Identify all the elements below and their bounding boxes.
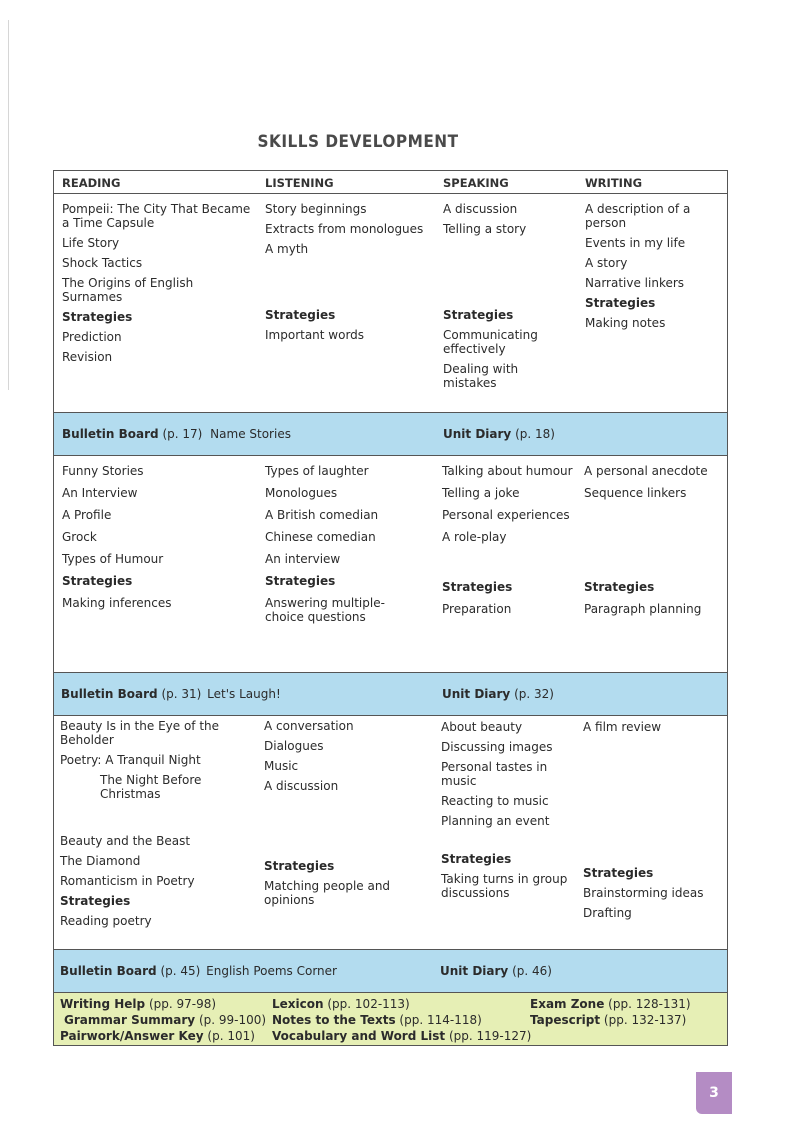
spacer [442, 552, 582, 574]
list-item: A role-play [442, 530, 507, 544]
list-item: The Night Before Christmas [100, 773, 202, 801]
list-item: Prediction [62, 330, 122, 344]
reference-link: Grammar Summary (p. 99-100) [64, 1013, 267, 1027]
list-item: Paragraph planning [584, 602, 702, 616]
strategies-label: Strategies [443, 308, 514, 322]
list-item: A Profile [62, 508, 112, 522]
list-item: A conversation [264, 719, 354, 733]
strategies-label: Strategies [265, 574, 336, 588]
reference-link: Notes to the Texts (pp. 114-118) [272, 1013, 482, 1027]
spacer [264, 799, 436, 853]
bulletin-board: Bulletin Board (p. 31) Let's Laugh! [61, 687, 281, 701]
bulletin-board: Bulletin Board (p. 45) English Poems Corner [60, 964, 337, 978]
unit-3-bulletin-row [54, 950, 727, 993]
reference-link: Writing Help (pp. 97-98) [60, 997, 217, 1011]
strategies-label: Strategies [60, 894, 131, 908]
reference-link: Lexicon (pp. 102-113) [272, 997, 410, 1011]
list-item: Planning an event [441, 814, 550, 828]
list-item: Events in my life [585, 236, 686, 250]
list-item: The Diamond [60, 854, 141, 868]
unit-2-speaking [442, 464, 582, 622]
strategies-label: Strategies [265, 308, 336, 322]
list-item: Drafting [583, 906, 632, 920]
list-item: Discussing images [441, 740, 553, 754]
spacer [265, 262, 435, 302]
reference-link: Vocabulary and Word List (pp. 119-127) [272, 1029, 532, 1043]
list-item: Personal experiences [442, 508, 570, 522]
list-item: Brainstorming ideas [583, 886, 704, 900]
list-item: Personal tastes in music [441, 760, 548, 788]
list-item: A discussion [264, 779, 339, 793]
footer-col-3 [530, 996, 691, 1028]
list-item: Pompeii: The City That Became a Time Capsule [62, 202, 251, 230]
list-item: Dialogues [264, 739, 324, 753]
list-item: Making inferences [62, 596, 172, 610]
list-item: Life Story [62, 236, 120, 250]
list-item: Beauty Is in the Eye of the Beholder [60, 719, 220, 747]
footer-col-2 [272, 996, 531, 1044]
page-title: SKILLS DEVELOPMENT [257, 132, 459, 152]
unit-1-writing [585, 202, 705, 336]
unit-3-content [54, 716, 727, 950]
unit-1-content [54, 194, 727, 413]
header-reading: READING [62, 176, 121, 190]
list-item: Romanticism in Poetry [60, 874, 195, 888]
unit-1-speaking [443, 202, 573, 396]
list-item: Funny Stories [62, 464, 144, 478]
table-header-row [54, 171, 727, 194]
list-item: Chinese comedian [265, 530, 376, 544]
unit-diary: Unit Diary (p. 18) [443, 427, 555, 441]
list-item: Sequence linkers [584, 486, 687, 500]
unit-2-writing [584, 464, 714, 622]
strategies-label: Strategies [583, 866, 654, 880]
footer-col-1 [60, 996, 266, 1044]
unit-3-speaking [441, 720, 576, 906]
list-item: Music [264, 759, 299, 773]
strategies-label: Strategies [62, 310, 133, 324]
list-item: Types of Humour [62, 552, 164, 566]
unit-2-content [54, 456, 727, 673]
list-item: Answering multiple-choice questions [265, 596, 385, 624]
strategies-label: Strategies [264, 859, 335, 873]
list-item: Extracts from monologues [265, 222, 424, 236]
unit-2-bulletin-row [54, 673, 727, 716]
unit-diary: Unit Diary (p. 46) [440, 964, 552, 978]
reference-link: Pairwork/Answer Key (p. 101) [60, 1029, 255, 1043]
strategies-label: Strategies [585, 296, 656, 310]
list-item: Telling a joke [442, 486, 520, 500]
list-item: About beauty [441, 720, 523, 734]
unit-3-listening [264, 719, 436, 913]
unit-1-reading [62, 202, 257, 370]
reference-footer-row [54, 993, 727, 1045]
list-item: Revision [62, 350, 113, 364]
list-item: Poetry: A Tranquil Night [60, 753, 201, 767]
strategies-label: Strategies [441, 852, 512, 866]
spacer [583, 740, 718, 860]
list-item: A description of a person [585, 202, 691, 230]
list-item: Important words [265, 328, 365, 342]
strategies-label: Strategies [584, 580, 655, 594]
spacer [443, 242, 573, 302]
skills-table [53, 170, 728, 1046]
list-item: Narrative linkers [585, 276, 685, 290]
list-item: Types of laughter [265, 464, 369, 478]
list-item: Reacting to music [441, 794, 549, 808]
list-item: Dealing with mistakes [443, 362, 519, 390]
unit-2-listening [265, 464, 435, 630]
list-item: Taking turns in group discussions [441, 872, 568, 900]
list-item: Talking about humour [442, 464, 573, 478]
header-writing: WRITING [585, 176, 643, 190]
reference-link: Tapescript (pp. 132-137) [530, 1013, 687, 1027]
spacer [584, 508, 714, 574]
list-item: An Interview [62, 486, 138, 500]
unit-2-reading [62, 464, 257, 616]
list-item: A story [585, 256, 628, 270]
list-item: Making notes [585, 316, 666, 330]
bulletin-board: Bulletin Board (p. 17) Name Stories [62, 427, 291, 441]
strategies-label: Strategies [442, 580, 513, 594]
list-item: Story beginnings [265, 202, 367, 216]
spacer [60, 807, 265, 828]
list-item: Telling a story [443, 222, 527, 236]
unit-3-reading [60, 719, 265, 934]
list-item: Monologues [265, 486, 338, 500]
unit-3-writing [583, 720, 718, 926]
list-item: Matching people and opinions [264, 879, 391, 907]
list-item: Communicating effectively [443, 328, 538, 356]
list-item: An interview [265, 552, 341, 566]
list-item: A film review [583, 720, 662, 734]
header-listening: LISTENING [265, 176, 334, 190]
list-item: A myth [265, 242, 309, 256]
page-number-badge: 3 [696, 1072, 732, 1114]
list-item: A British comedian [265, 508, 379, 522]
reference-link: Exam Zone (pp. 128-131) [530, 997, 691, 1011]
list-item: Grock [62, 530, 97, 544]
spacer [441, 834, 576, 846]
list-item: A discussion [443, 202, 518, 216]
list-item: Shock Tactics [62, 256, 143, 270]
strategies-label: Strategies [62, 574, 133, 588]
unit-1-listening [265, 202, 435, 348]
list-item: The Origins of English Surnames [62, 276, 194, 304]
list-item: Preparation [442, 602, 512, 616]
list-item: A personal anecdote [584, 464, 708, 478]
list-item: Reading poetry [60, 914, 152, 928]
header-speaking: SPEAKING [443, 176, 509, 190]
unit-diary: Unit Diary (p. 32) [442, 687, 554, 701]
scan-edge-line [8, 20, 9, 390]
unit-1-bulletin-row [54, 413, 727, 456]
list-item: Beauty and the Beast [60, 834, 191, 848]
